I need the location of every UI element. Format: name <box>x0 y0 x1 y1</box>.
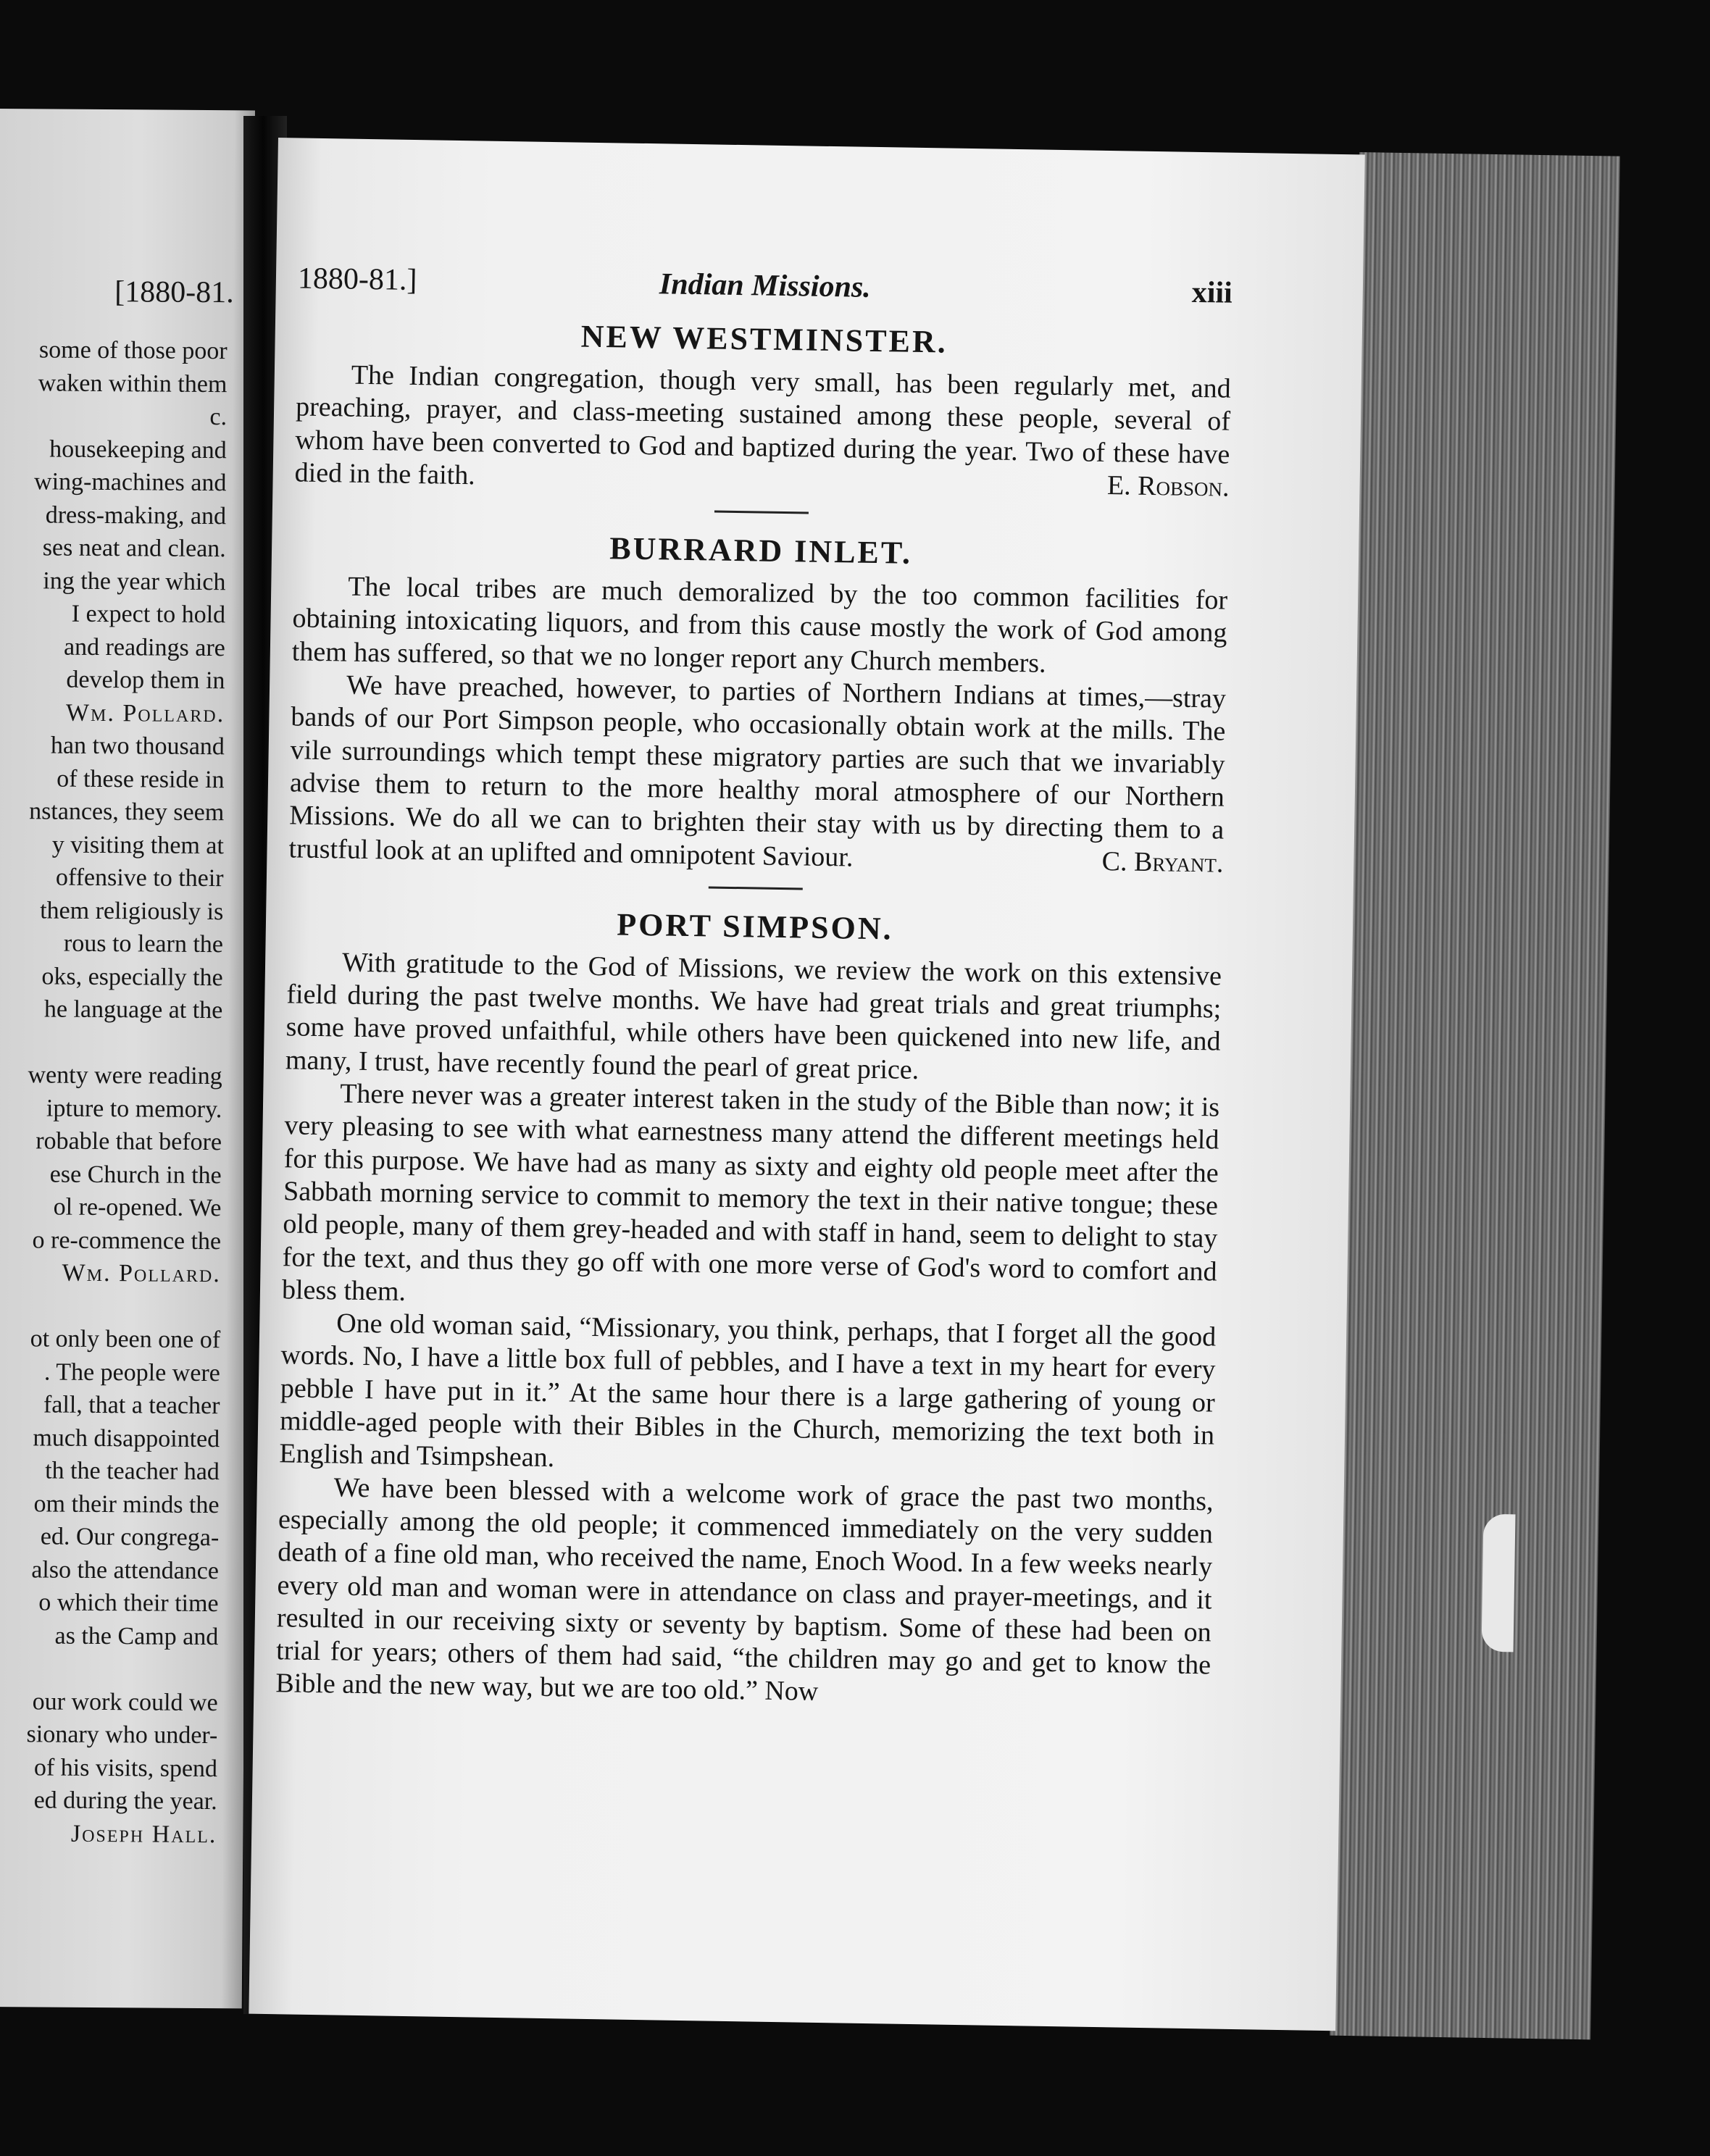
left-page-line: develop them in <box>66 666 225 695</box>
signature: E. Robson. <box>1106 469 1230 503</box>
left-page-line: ses neat and clean. <box>42 534 226 563</box>
left-page-line: also the attendance <box>31 1555 220 1584</box>
paragraph: One old woman said, “Missionary, you think, perhaps, that I forget all the good words. No, I have a little box full of pebbles, and I have a text in my heart for every pebble I have put in it.” At the same hour there is a large gathering of young or middle-aged people with their Bibles in the Church, memorizing the text both in English and Tsimpshean. <box>279 1308 1217 1474</box>
left-page-line: as the Camp and <box>54 1622 219 1650</box>
left-page-line: ed. Our congrega- <box>40 1523 220 1552</box>
left-page-line: th the teacher had <box>45 1457 220 1486</box>
page-number: xiii <box>1191 275 1233 310</box>
left-page-line: . The people were <box>43 1358 220 1387</box>
left-page-line <box>0 1024 222 1060</box>
left-page-line: wing-machines and <box>33 468 227 497</box>
left-page-line: robable that before <box>36 1127 222 1156</box>
left-page-line: y visiting them at <box>51 831 225 859</box>
left-page-line <box>0 1650 218 1687</box>
page-edge-tab <box>1482 1514 1516 1652</box>
section-divider <box>709 886 803 890</box>
section-heading: PORT SIMPSON. <box>616 906 894 947</box>
left-page-line: of these reside in <box>57 765 225 793</box>
section-burrard-inlet <box>288 525 1228 880</box>
left-page-line: ot only been one of <box>30 1325 221 1354</box>
left-page-line: om their minds the <box>33 1489 220 1518</box>
section-heading: BURRARD INLET. <box>609 530 913 571</box>
signature: C. Bryant. <box>1101 845 1224 879</box>
running-head <box>297 261 1233 319</box>
left-page-line: ol re-opened. We <box>53 1193 222 1222</box>
section-new-westminster <box>294 313 1232 504</box>
section-divider <box>714 511 809 514</box>
page-content <box>275 261 1233 1715</box>
left-page-line: han two thousand <box>50 732 225 761</box>
left-page-line: fall, that a teacher <box>43 1391 220 1420</box>
left-page-line: he language at the <box>43 995 223 1024</box>
left-page-text <box>0 332 228 1851</box>
paragraph: With gratitude to the God of Missions, we review the work on this extensive field during the past twelve months. We have had great trials and great triumphs; some have proved unfaithful, while others have been quickened into new life, and many, I trust, have recently found the pearl of great price. <box>285 947 1222 1085</box>
left-page-line: ipture to memory. <box>46 1094 222 1123</box>
right-page <box>249 138 1364 2031</box>
left-page-line: dress-making, and <box>45 501 227 530</box>
left-page-line: ese Church in the <box>49 1161 222 1189</box>
left-page-line: waken within them <box>38 369 228 398</box>
left-page-line: Wm. Pollard. <box>65 699 225 727</box>
left-page-line: Wm. Pollard. <box>62 1259 221 1288</box>
left-page-line: ing the year which <box>43 567 226 596</box>
paragraph: The local tribes are much demoralized by the too common facilities for obtaining intoxicating liquors, and from this cause mostly the work of God among them has suffered, so that we no longer report any Church members. <box>291 571 1228 679</box>
paragraph: We have preached, however, to parties of Northern Indians at times,—stray bands of our Port Simpson people, who occasionally obtain work at the mills. The vile surroundings which tempt these migratory parties are such that we invariably advise them to return to the more healthy moral atmosphere of our Northern Missions. We do all we can to brighten their stay with us by directing them to a trustful look at an uplifted and omnipotent Saviour. <box>288 669 1227 873</box>
section-port-simpson <box>275 901 1222 1715</box>
page-edges <box>1330 152 1620 2039</box>
left-page-line: offensive to their <box>55 864 224 893</box>
running-head-title: Indian Missions. <box>659 267 872 304</box>
running-head-year: 1880-81.] <box>297 262 417 298</box>
left-page-line: c. <box>209 404 228 431</box>
paragraph: We have been blessed with a welcome work of grace the past two months, especially among the old people; it commenced immediately on the very sudden death of a fine old man, who received the name, Enoch Wood. In a few weeks nearly every old man and woman were in attendance on class and prayer-meetings, and it resulted in our receiving sixty or seventy by baptism. Some of these had been on trial for years; others of them had said, “the children may go and get to know the Bible and the new way, but we are too old.” Now <box>275 1472 1214 1708</box>
left-page-line: housekeeping and <box>49 435 227 464</box>
left-page-line: wenty were reading <box>28 1061 222 1090</box>
section-heading: NEW WESTMINSTER. <box>580 318 948 360</box>
left-page-line: some of those poor <box>38 336 228 365</box>
left-page-line: and readings are <box>63 633 225 661</box>
left-page-line: o which their time <box>38 1589 219 1618</box>
left-page-line: nstances, they seem <box>29 798 225 827</box>
left-page-line: Joseph Hall. <box>70 1820 217 1848</box>
left-page-line: sionary who under- <box>26 1721 218 1750</box>
paragraph: There never was a greater interest taken in the study of the Bible than now; it is very pleasing to see with what earnestness many attend the different meetings held for this purpose. We have had as many as sixty and eighty old people meet after the Sabbath morning service to commit to memory the text in their native tongue; these old people, many of them grey-headed and with staff in hand, seem to delight to stay for the text, and thus they go off with one more verse of God's word to comfort and bless them. <box>281 1078 1220 1307</box>
left-page-line: rous to learn the <box>63 929 224 958</box>
left-page-line: I expect to hold <box>71 600 226 629</box>
left-page-line <box>0 1287 221 1324</box>
left-page-line: our work could we <box>32 1687 218 1716</box>
paragraph: The Indian congregation, though very small, has been regularly met, and preaching, prayer, and class-meeting sustained among these people, several of whom have been converted to God and baptized during the year. Two of these have died in the faith. <box>294 359 1232 491</box>
left-page-header: [1880-81. <box>114 275 234 310</box>
left-page-line: of his visits, spend <box>33 1753 218 1782</box>
left-page-line: ed during the year. <box>33 1787 217 1816</box>
left-page-line: much disappointed <box>33 1424 220 1453</box>
left-page-line: oks, especially the <box>41 962 223 991</box>
left-page <box>0 109 255 2008</box>
left-page-line: o re-commence the <box>32 1226 222 1255</box>
left-page-line: them religiously is <box>40 896 224 925</box>
